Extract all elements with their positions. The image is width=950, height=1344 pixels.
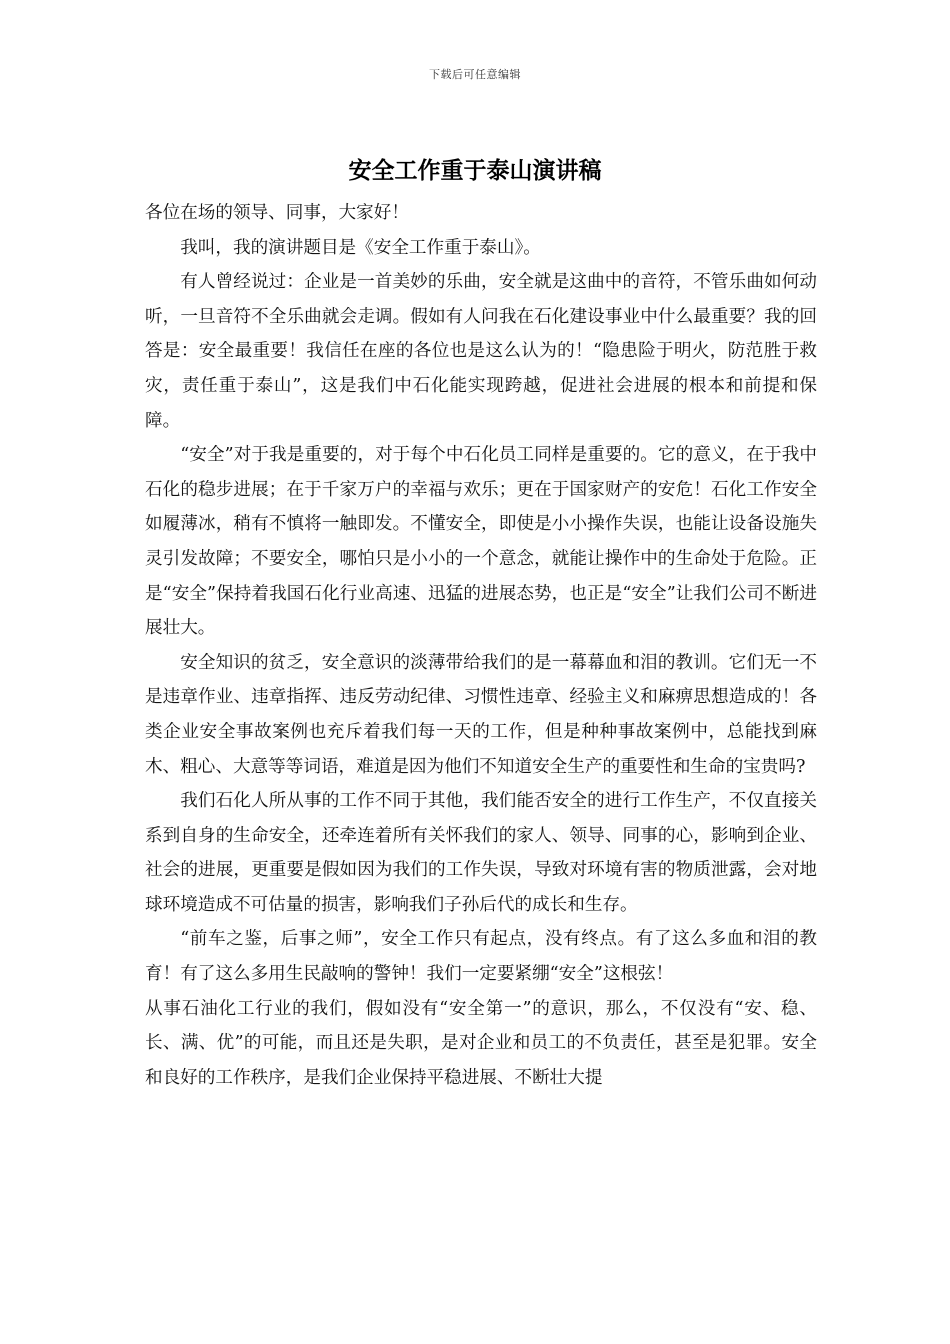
paragraph-intro: 我叫，我的演讲题目是《安全工作重于泰山》。	[180, 237, 541, 258]
paragraph: 从事石油化工行业的我们，假如没有“安全第一”的意识，那么，不仅没有“安、稳、长、满、优”的可能，而且还是失职，是对企业和员工的不负责任，甚至是犯罪。安全和良好的工作秩序，是我们企业保持平稳进展、不断壮大提	[145, 998, 817, 1088]
document-body	[145, 196, 817, 1095]
paragraph: 我们石化人所从事的工作不同于其他，我们能否安全的进行工作生产，不仅直接关系到自身的生命安全，还牵连着所有关怀我们的家人、领导、同事的心，影响到企业、社会的进展，更重要是假如因为我们的工作失误，导致对环境有害的物质泄露，会对地球环境造成不可估量的损害，影响我们子孙后代的成长和生存。	[145, 791, 817, 915]
document-title: 安全工作重于泰山演讲稿	[348, 158, 602, 184]
paragraph: “前车之鉴，后事之师”，安全工作只有起点，没有终点。有了这么多血和泪的教育！有了这么多用生民敲响的警钟！我们一定要紧绷“安全”这根弦！	[145, 929, 817, 985]
paragraph-greeting: 各位在场的领导、同事，大家好！	[145, 203, 409, 223]
header-note: 下载后可任意编辑	[429, 68, 521, 81]
paragraph: 有人曾经说过：企业是一首美妙的乐曲，安全就是这曲中的音符，不管乐曲如何动听，一旦音符不全乐曲就会走调。假如有人问我在石化建设事业中什么最重要？我的回答是：安全最重要！我信任在座的各位也是这么认为的！“隐患险于明火，防范胜于救灾，责任重于泰山”，这是我们中石化能实现跨越，促进社会进展的根本和前提和保障。	[145, 272, 817, 431]
paragraph: “安全”对于我是重要的，对于每个中石化员工同样是重要的。它的意义，在于我中石化的稳步进展；在于千家万户的幸福与欢乐；更在于国家财产的安危！石化工作安全如履薄冰，稍有不慎将一触即发。不懂安全，即使是小小操作失误，也能让设备设施失灵引发故障；不要安全，哪怕只是小小的一个意念，就能让操作中的生命处于危险。正是“安全”保持着我国石化行业高速、迅猛的进展态势，也正是“安全”让我们公司不断进展壮大。	[145, 445, 817, 639]
paragraph: 安全知识的贫乏，安全意识的淡薄带给我们的是一幕幕血和泪的教训。它们无一不是违章作业、违章指挥、违反劳动纪律、习惯性违章、经验主义和麻痹思想造成的！各类企业安全事故案例也充斥着我们每一天的工作，但是种种事故案例中，总能找到麻木、粗心、大意等等词语，难道是因为他们不知道安全生产的重要性和生命的宝贵吗?	[145, 652, 817, 777]
